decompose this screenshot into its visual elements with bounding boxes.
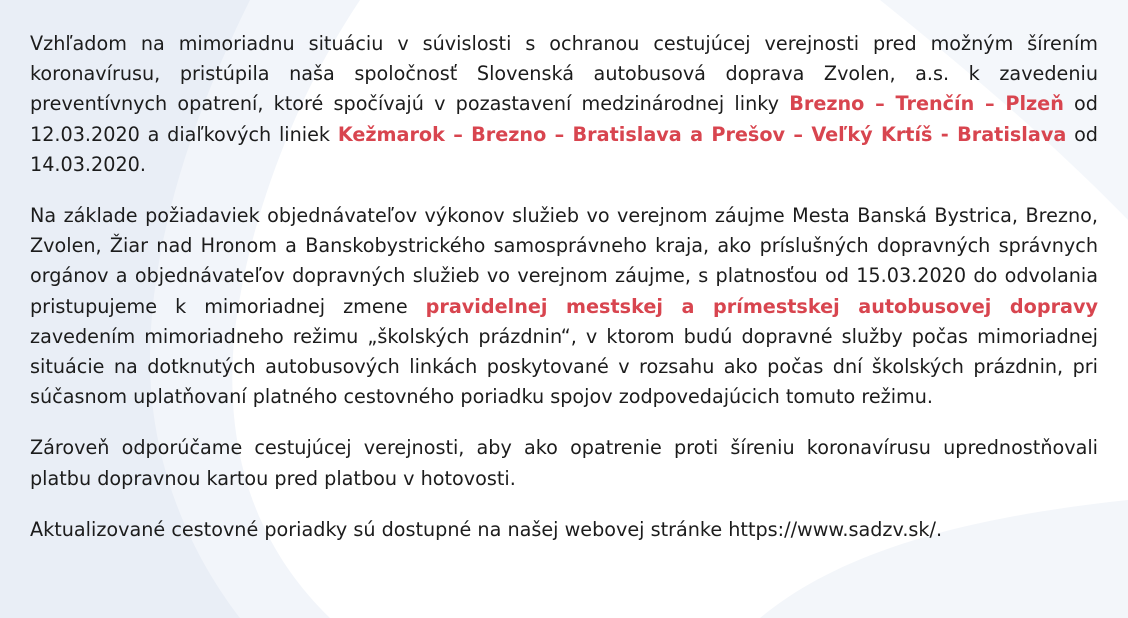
route-brezno-trencin-plzen: Brezno – Trenčín – Plzeň: [789, 92, 1064, 116]
paragraph-3-text: Zároveň odporúčame cestujúcej verejnosti, aby ako opatrenie proti šíreniu koronavírusu uprednostňovali platbu dopravnou kartou pred platbou v hotovosti.: [30, 436, 1098, 490]
paragraph-2-text: zavedením mimoriadneho režimu „školských prázdnin“, v ktorom budú dopravné služby počas mimoriadnej situácie na dotknutých autobusových linkách poskytované v rozsahu ako počas dní školských prázdnin, pri súčasnom uplatňovaní platného cestovného poriadku spojov zodpovedajúcich tomuto režimu.: [30, 324, 1098, 409]
city-suburban-bus-transport: pravidelnej mestskej a prímestskej autobusovej dopravy: [425, 294, 1098, 318]
routes-kezmarok-presov-bratislava: Kežmarok – Brezno – Bratislava a Prešov – Veľký Krtíš - Bratislava: [337, 122, 1067, 146]
paragraph-3: [30, 433, 1098, 493]
paragraph-4-text: Aktualizované cestovné poriadky sú dostupné na našej webovej stránke https://www.sadzv.sk/.: [30, 517, 943, 541]
paragraph-1: [30, 29, 1098, 180]
paragraph-1-text: od 14.03.2020.: [30, 122, 1098, 176]
paragraph-4: [30, 515, 1098, 545]
paragraph-2: [30, 201, 1098, 412]
paragraph-1-text: Vzhľadom na mimoriadnu situáciu v súvislosti s ochranou cestujúcej verejnosti pred možným šírením koronavírusu, pristúpila naša spoločnosť Slovenská autobusová doprava Zvolen, a.s. k zavedeniu preventívnych opatrení, ktoré spočívajú v pozastavení medzinárodnej linky: [30, 32, 1098, 116]
paragraph-1-text: od 12.03.2020 a diaľkových liniek: [30, 92, 1098, 146]
notice-document: [30, 29, 1098, 545]
paragraph-2-text: Na základe požiadaviek objednávateľov výkonov služieb vo verejnom záujme Mesta Banská Bystrica, Brezno, Zvolen, Žiar nad Hronom a Banskobystrického samosprávneho kraja, ako príslušných dopravných správnych orgánov a objednávateľov dopravných služieb vo verejnom záujme, s platnosťou od 15.03.2020 do odvolania pristupujeme k mimoriadnej zmene: [30, 204, 1098, 318]
